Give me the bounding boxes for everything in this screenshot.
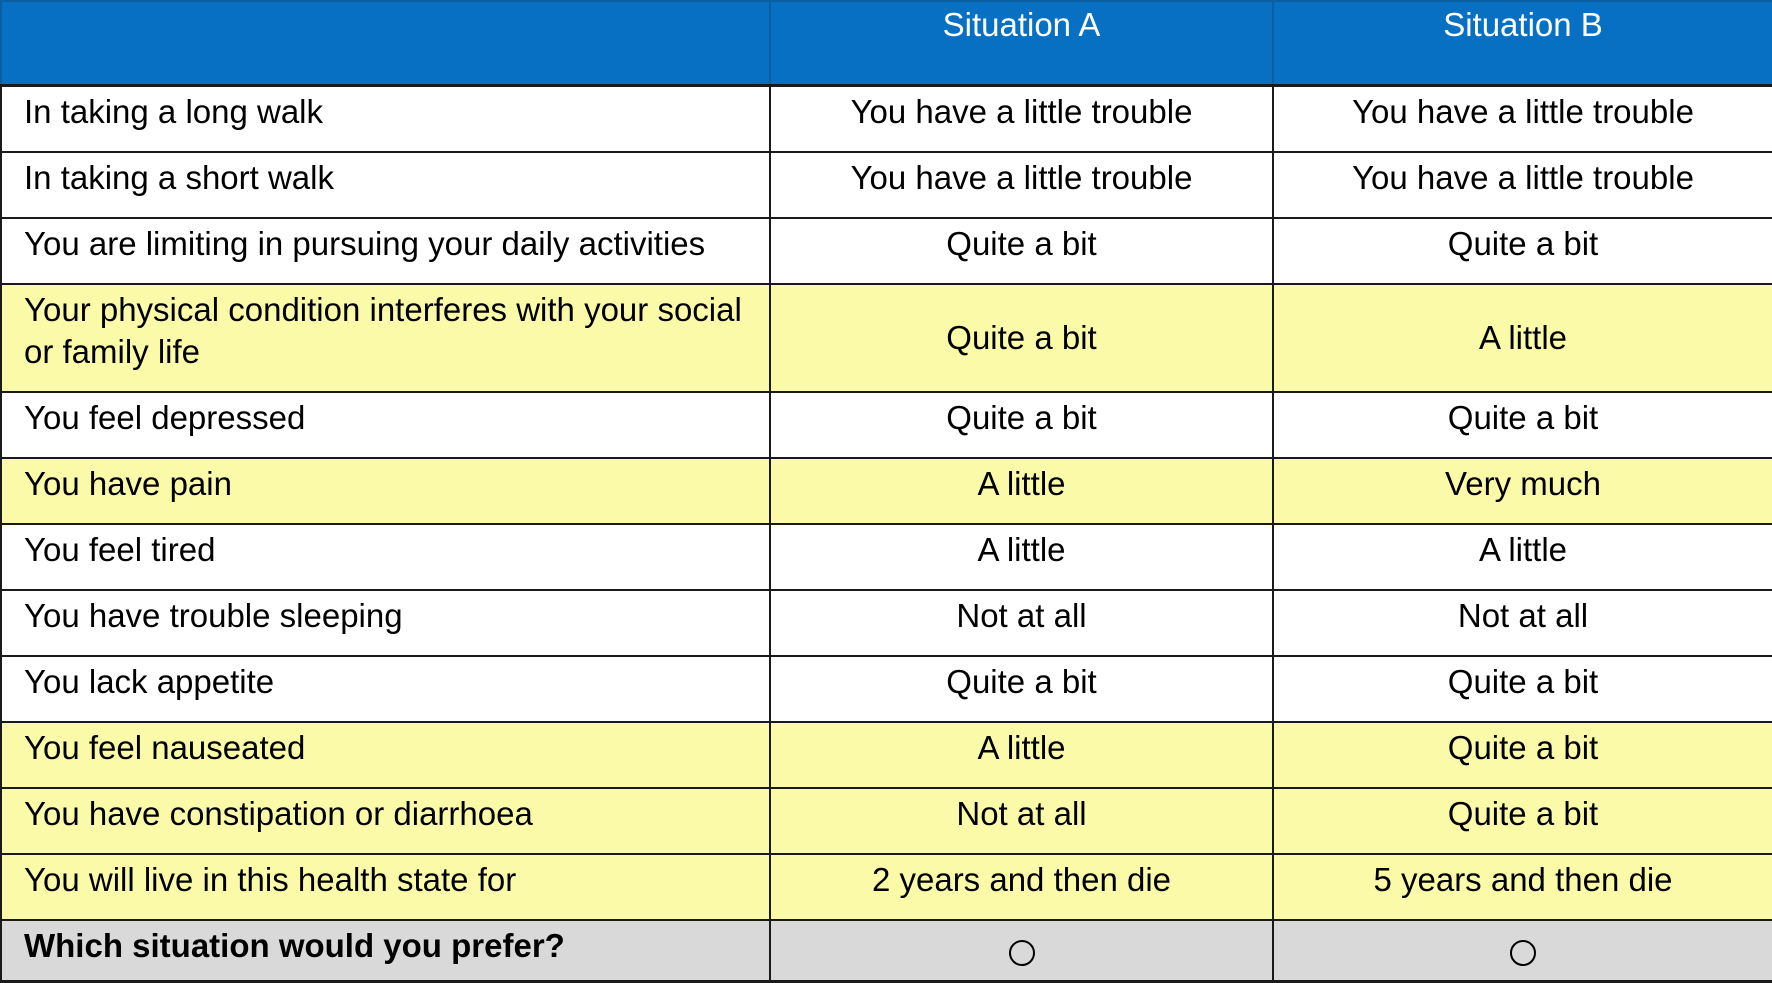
table-row xyxy=(1,590,1772,656)
choice-cell-a[interactable] xyxy=(770,920,1273,982)
situation-a-cell: A little xyxy=(770,524,1273,590)
situation-b-cell: Quite a bit xyxy=(1273,218,1772,284)
radio-circle-icon[interactable] xyxy=(1009,940,1035,966)
radio-circle-icon[interactable] xyxy=(1510,940,1536,966)
table-row xyxy=(1,722,1772,788)
attribute-cell: You lack appetite xyxy=(1,656,770,722)
situation-a-cell: Quite a bit xyxy=(770,392,1273,458)
situation-b-cell: Quite a bit xyxy=(1273,788,1772,854)
table-row xyxy=(1,86,1772,153)
table-row xyxy=(1,218,1772,284)
situation-a-cell: Quite a bit xyxy=(770,284,1273,392)
situation-a-cell: You have a little trouble xyxy=(770,86,1273,153)
situation-b-cell: 5 years and then die xyxy=(1273,854,1772,920)
situation-b-cell: Quite a bit xyxy=(1273,392,1772,458)
attribute-cell: You have pain xyxy=(1,458,770,524)
situation-b-cell: You have a little trouble xyxy=(1273,152,1772,218)
situation-b-cell: A little xyxy=(1273,284,1772,392)
header-situation-b: Situation B xyxy=(1273,1,1772,86)
situation-b-cell: Quite a bit xyxy=(1273,722,1772,788)
situation-a-cell: Quite a bit xyxy=(770,656,1273,722)
attribute-cell: In taking a long walk xyxy=(1,86,770,153)
situation-b-cell: A little xyxy=(1273,524,1772,590)
situation-a-cell: Quite a bit xyxy=(770,218,1273,284)
situation-a-cell: Not at all xyxy=(770,788,1273,854)
choice-question: Which situation would you prefer? xyxy=(1,920,770,982)
table-row xyxy=(1,392,1772,458)
header-situation-a: Situation A xyxy=(770,1,1273,86)
header-blank-cell xyxy=(1,1,770,86)
situation-b-cell: Not at all xyxy=(1273,590,1772,656)
situation-a-cell: Not at all xyxy=(770,590,1273,656)
table-row xyxy=(1,458,1772,524)
choice-row xyxy=(1,920,1772,982)
attribute-cell: In taking a short walk xyxy=(1,152,770,218)
attribute-cell: You feel tired xyxy=(1,524,770,590)
table-row xyxy=(1,788,1772,854)
attribute-cell: You have constipation or diarrhoea xyxy=(1,788,770,854)
situation-b-cell: Very much xyxy=(1273,458,1772,524)
attribute-cell: You feel nauseated xyxy=(1,722,770,788)
header-row xyxy=(1,1,1772,86)
situation-a-cell: A little xyxy=(770,458,1273,524)
situation-a-cell: 2 years and then die xyxy=(770,854,1273,920)
situation-a-cell: A little xyxy=(770,722,1273,788)
choice-cell-b[interactable] xyxy=(1273,920,1772,982)
table-row xyxy=(1,656,1772,722)
table-row xyxy=(1,152,1772,218)
table-row xyxy=(1,854,1772,920)
situation-b-cell: You have a little trouble xyxy=(1273,86,1772,153)
attribute-cell: Your physical condition interferes with your social or family life xyxy=(1,284,770,392)
table-row xyxy=(1,284,1772,392)
attribute-cell: You feel depressed xyxy=(1,392,770,458)
situation-a-cell: You have a little trouble xyxy=(770,152,1273,218)
attribute-cell: You will live in this health state for xyxy=(1,854,770,920)
attribute-cell: You have trouble sleeping xyxy=(1,590,770,656)
table-row xyxy=(1,524,1772,590)
situation-b-cell: Quite a bit xyxy=(1273,656,1772,722)
attribute-cell: You are limiting in pursuing your daily activities xyxy=(1,218,770,284)
